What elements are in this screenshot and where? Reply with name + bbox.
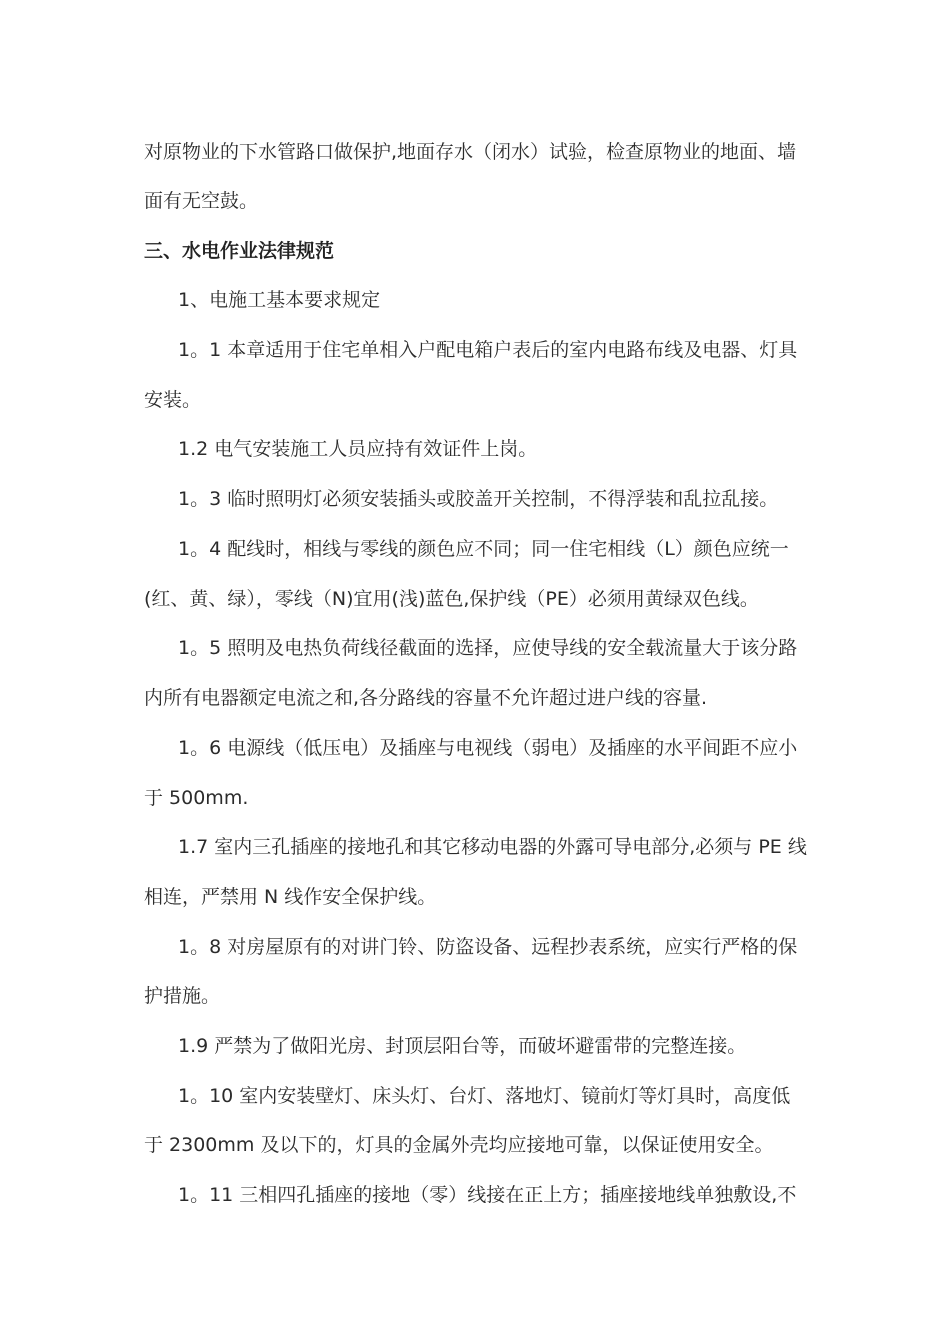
paragraph-line: 护措施。 — [144, 985, 221, 1007]
section-heading: 三、水电作业法律规范 — [144, 240, 335, 262]
paragraph-line: 1。6 电源线（低压电）及插座与电视线（弱电）及插座的水平间距不应小 — [178, 737, 798, 759]
subsection-heading: 1、电施工基本要求规定 — [178, 289, 381, 311]
paragraph-line: 1。5 照明及电热负荷线径截面的选择，应使导线的安全载流量大于该分路 — [178, 637, 798, 659]
paragraph-line: 1。11 三相四孔插座的接地（零）线接在正上方；插座接地线单独敷设,不 — [178, 1184, 797, 1206]
paragraph-line: 于 500mm. — [144, 787, 249, 809]
paragraph-line: 对原物业的下水管路口做保护,地面存水（闭水）试验，检查原物业的地面、墙 — [144, 141, 797, 163]
paragraph-line: 1。8 对房屋原有的对讲门铃、防盗设备、远程抄表系统，应实行严格的保 — [178, 936, 798, 958]
paragraph-line: 1。4 配线时，相线与零线的颜色应不同；同一住宅相线（L）颜色应统一 — [178, 538, 789, 560]
paragraph-line: 内所有电器额定电流之和,各分路线的容量不允许超过进户线的容量. — [144, 687, 708, 709]
paragraph-line: 于 2300mm 及以下的，灯具的金属外壳均应接地可靠，以保证使用安全。 — [144, 1134, 774, 1156]
paragraph-line: 安装。 — [144, 389, 202, 411]
paragraph-line: (红、黄、绿），零线（N)宜用(浅)蓝色,保护线（PE）必须用黄绿双色线。 — [144, 588, 759, 610]
paragraph-line: 1。10 室内安装壁灯、床头灯、台灯、落地灯、镜前灯等灯具时，高度低 — [178, 1085, 791, 1107]
paragraph-line: 相连，严禁用 N 线作安全保护线。 — [144, 886, 437, 908]
paragraph-line: 1.7 室内三孔插座的接地孔和其它移动电器的外露可导电部分,必须与 PE 线 — [178, 836, 807, 858]
paragraph-line: 1.2 电气安装施工人员应持有效证件上岗。 — [178, 438, 538, 460]
paragraph-line: 1。3 临时照明灯必须安装插头或胶盖开关控制，不得浮装和乱拉乱接。 — [178, 488, 779, 510]
paragraph-line: 面有无空鼓。 — [144, 190, 259, 212]
paragraph-line: 1.9 严禁为了做阳光房、封顶层阳台等，而破坏避雷带的完整连接。 — [178, 1035, 747, 1057]
paragraph-line: 1。1 本章适用于住宅单相入户配电箱户表后的室内电路布线及电器、灯具 — [178, 339, 798, 361]
